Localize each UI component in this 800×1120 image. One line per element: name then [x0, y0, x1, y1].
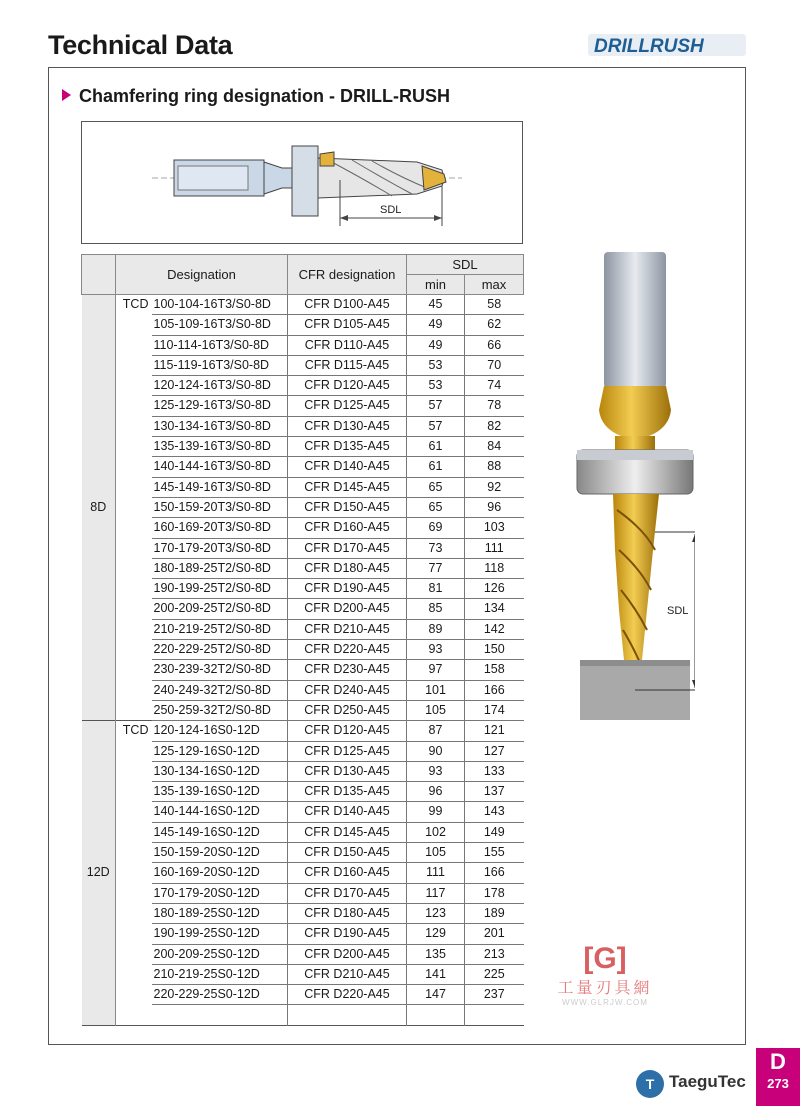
table-row [82, 924, 524, 944]
sdl-max-cell: 201 [465, 924, 524, 944]
header-min: min [407, 275, 465, 295]
sdl-min-cell: 123 [407, 903, 465, 923]
designation-cell: 200-209-25T2/S0-8D [152, 599, 288, 619]
cfr-cell: CFR D240-A45 [288, 680, 407, 700]
tcd-prefix: TCD [116, 295, 152, 315]
designation-cell: 160-169-20T3/S0-8D [152, 518, 288, 538]
sdl-max-cell: 121 [465, 721, 524, 741]
designation-cell: 140-144-16T3/S0-8D [152, 457, 288, 477]
tcd-prefix [116, 700, 152, 720]
table-row [82, 416, 524, 436]
sdl-max-cell: 126 [465, 579, 524, 599]
watermark-text: 工量刃具網 [557, 980, 653, 997]
cfr-cell: CFR D100-A45 [288, 295, 407, 315]
table-row [82, 680, 524, 700]
sdl-min-cell: 77 [407, 558, 465, 578]
cfr-cell: CFR D140-A45 [288, 457, 407, 477]
tcd-prefix [116, 477, 152, 497]
table-row [82, 964, 524, 984]
table-body [82, 295, 524, 1026]
sdl-max-cell: 189 [465, 903, 524, 923]
header-sdl: SDL [407, 255, 524, 275]
header-cfr: CFR designation [288, 255, 407, 295]
cfr-cell: CFR D120-A45 [288, 376, 407, 396]
drill-rush-logo [582, 30, 752, 62]
designation-cell: 125-129-16T3/S0-8D [152, 396, 288, 416]
sdl-min-cell: 102 [407, 822, 465, 842]
table-row [82, 558, 524, 578]
section-letter: D [770, 1049, 786, 1074]
sdl-max-cell: 118 [465, 558, 524, 578]
group-label: 8D [82, 295, 116, 721]
sdl-max-cell: 84 [465, 437, 524, 457]
sdl-max-cell: 88 [465, 457, 524, 477]
header-max: max [465, 275, 524, 295]
sdl-min-cell: 57 [407, 416, 465, 436]
designation-cell: 105-109-16T3/S0-8D [152, 315, 288, 335]
sdl-min-cell: 69 [407, 518, 465, 538]
sdl-min-cell: 141 [407, 964, 465, 984]
designation-cell: 210-219-25S0-12D [152, 964, 288, 984]
sdl-max-cell: 174 [465, 700, 524, 720]
sdl-min-cell: 61 [407, 437, 465, 457]
designation-cell: 110-114-16T3/S0-8D [152, 335, 288, 355]
designation-cell: 190-199-25S0-12D [152, 924, 288, 944]
sdl-max-cell: 142 [465, 619, 524, 639]
table-row-blank [82, 1005, 524, 1025]
drill-photo [575, 250, 695, 720]
designation-cell: 140-144-16S0-12D [152, 802, 288, 822]
sdl-min-cell: 90 [407, 741, 465, 761]
cfr-cell: CFR D170-A45 [288, 538, 407, 558]
sdl-max-cell: 225 [465, 964, 524, 984]
table-row [82, 843, 524, 863]
designation-cell: 190-199-25T2/S0-8D [152, 579, 288, 599]
sdl-max-cell: 213 [465, 944, 524, 964]
tcd-prefix: TCD [116, 721, 152, 741]
table-row [82, 619, 524, 639]
cfr-cell: CFR D190-A45 [288, 579, 407, 599]
sdl-min-cell: 61 [407, 457, 465, 477]
cfr-cell: CFR D115-A45 [288, 355, 407, 375]
sdl-min-cell: 87 [407, 721, 465, 741]
designation-cell: 145-149-16S0-12D [152, 822, 288, 842]
designation-cell: 150-159-20S0-12D [152, 843, 288, 863]
table-row [82, 802, 524, 822]
designation-cell: 125-129-16S0-12D [152, 741, 288, 761]
sdl-min-cell: 129 [407, 924, 465, 944]
sdl-min-cell: 73 [407, 538, 465, 558]
table-row [82, 985, 524, 1005]
sdl-max-cell: 137 [465, 782, 524, 802]
cfr-cell: CFR D130-A45 [288, 761, 407, 781]
sdl-min-cell: 53 [407, 376, 465, 396]
tcd-prefix [116, 376, 152, 396]
table-row [82, 579, 524, 599]
table-row [82, 944, 524, 964]
cfr-cell: CFR D230-A45 [288, 660, 407, 680]
watermark [540, 943, 670, 1013]
sdl-max-cell: 237 [465, 985, 524, 1005]
sdl-min-cell: 105 [407, 843, 465, 863]
page-title: Technical Data [48, 30, 233, 60]
cfr-cell: CFR D210-A45 [288, 964, 407, 984]
designation-cell: 250-259-32T2/S0-8D [152, 700, 288, 720]
cfr-cell: CFR D160-A45 [288, 518, 407, 538]
table-row [82, 437, 524, 457]
company-name: TaeguTec [669, 1072, 746, 1091]
table-row [82, 518, 524, 538]
cfr-cell: CFR D160-A45 [288, 863, 407, 883]
sdl-min-cell: 135 [407, 944, 465, 964]
cfr-cell: CFR D120-A45 [288, 721, 407, 741]
cfr-cell: CFR D220-A45 [288, 640, 407, 660]
page-tab [756, 1048, 800, 1106]
tcd-prefix [116, 985, 152, 1005]
designation-cell: 210-219-25T2/S0-8D [152, 619, 288, 639]
designation-cell: 130-134-16S0-12D [152, 761, 288, 781]
tcd-prefix [116, 579, 152, 599]
tcd-prefix [116, 335, 152, 355]
tcd-prefix [116, 315, 152, 335]
tcd-prefix [116, 660, 152, 680]
cfr-cell: CFR D130-A45 [288, 416, 407, 436]
cfr-cell: CFR D125-A45 [288, 741, 407, 761]
table-row [82, 335, 524, 355]
cfr-cell: CFR D110-A45 [288, 335, 407, 355]
tcd-prefix [116, 802, 152, 822]
tcd-prefix [116, 782, 152, 802]
table-row [82, 721, 524, 741]
table-row [82, 355, 524, 375]
sdl-max-cell: 78 [465, 396, 524, 416]
watermark-url: WWW.GLRJW.COM [562, 998, 648, 1007]
tcd-prefix [116, 680, 152, 700]
sdl-min-cell: 96 [407, 782, 465, 802]
designation-cell: 160-169-20S0-12D [152, 863, 288, 883]
sdl-min-cell: 53 [407, 355, 465, 375]
tcd-prefix [116, 518, 152, 538]
tcd-prefix [116, 924, 152, 944]
sdl-min-cell: 49 [407, 315, 465, 335]
tcd-prefix [116, 355, 152, 375]
sdl-max-cell: 150 [465, 640, 524, 660]
sdl-max-cell: 166 [465, 863, 524, 883]
cfr-cell: CFR D135-A45 [288, 437, 407, 457]
tcd-prefix [116, 619, 152, 639]
section-title [62, 86, 450, 107]
group-label: 12D [82, 721, 116, 1025]
table-row [82, 883, 524, 903]
table-row [82, 538, 524, 558]
designation-cell: 200-209-25S0-12D [152, 944, 288, 964]
table-row [82, 741, 524, 761]
cfr-cell: CFR D180-A45 [288, 558, 407, 578]
section-title-text: Chamfering ring designation - DRILL-RUSH [79, 86, 450, 106]
sdl-min-cell: 45 [407, 295, 465, 315]
designation-cell: 230-239-32T2/S0-8D [152, 660, 288, 680]
drill-diagram [81, 121, 523, 244]
table-row [82, 822, 524, 842]
cfr-cell: CFR D200-A45 [288, 944, 407, 964]
tcd-prefix [116, 843, 152, 863]
designation-cell: 170-179-20S0-12D [152, 883, 288, 903]
cfr-cell: CFR D150-A45 [288, 843, 407, 863]
cfr-cell: CFR D250-A45 [288, 700, 407, 720]
table-row [82, 396, 524, 416]
sdl-min-cell: 85 [407, 599, 465, 619]
sdl-min-cell: 89 [407, 619, 465, 639]
cfr-cell: CFR D200-A45 [288, 599, 407, 619]
cfr-cell: CFR D145-A45 [288, 477, 407, 497]
table-row [82, 457, 524, 477]
sdl-max-cell: 149 [465, 822, 524, 842]
designation-cell: 120-124-16T3/S0-8D [152, 376, 288, 396]
drill-diagram-svg [82, 122, 522, 243]
designation-cell: 180-189-25T2/S0-8D [152, 558, 288, 578]
sdl-max-cell: 66 [465, 335, 524, 355]
sdl-max-cell: 62 [465, 315, 524, 335]
sdl-min-cell: 97 [407, 660, 465, 680]
sdl-max-cell: 82 [465, 416, 524, 436]
table-row [82, 599, 524, 619]
table-row [82, 477, 524, 497]
sdl-min-cell: 93 [407, 761, 465, 781]
svg-text:DRILLRUSH: DRILLRUSH [594, 36, 704, 57]
cfr-cell: CFR D150-A45 [288, 497, 407, 517]
cfr-table [81, 254, 523, 1026]
sdl-max-cell: 134 [465, 599, 524, 619]
designation-cell: 120-124-16S0-12D [152, 721, 288, 741]
table-row [82, 295, 524, 315]
tcd-prefix [116, 741, 152, 761]
tcd-prefix [116, 822, 152, 842]
designation-cell: 130-134-16T3/S0-8D [152, 416, 288, 436]
tcd-prefix [116, 761, 152, 781]
tcd-prefix [116, 599, 152, 619]
designation-cell: 220-229-25T2/S0-8D [152, 640, 288, 660]
cfr-cell: CFR D105-A45 [288, 315, 407, 335]
sdl-max-cell: 74 [465, 376, 524, 396]
sdl-max-cell: 96 [465, 497, 524, 517]
tcd-prefix [116, 538, 152, 558]
table-row [82, 903, 524, 923]
table-row [82, 640, 524, 660]
sdl-max-cell: 178 [465, 883, 524, 903]
sdl-max-cell: 70 [465, 355, 524, 375]
taegutec-logo [636, 1068, 746, 1102]
tcd-prefix [116, 437, 152, 457]
taegutec-emblem-icon: T [636, 1070, 664, 1098]
header-blank [82, 255, 116, 295]
sdl-max-cell: 166 [465, 680, 524, 700]
tcd-prefix [116, 497, 152, 517]
cfr-cell: CFR D170-A45 [288, 883, 407, 903]
cfr-cell: CFR D145-A45 [288, 822, 407, 842]
table-row [82, 863, 524, 883]
designation-cell: 100-104-16T3/S0-8D [152, 295, 288, 315]
cfr-cell: CFR D210-A45 [288, 619, 407, 639]
sdl-min-cell: 99 [407, 802, 465, 822]
designation-cell: 220-229-25S0-12D [152, 985, 288, 1005]
sdl-min-cell: 57 [407, 396, 465, 416]
sdl-min-cell: 49 [407, 335, 465, 355]
sdl-min-cell: 117 [407, 883, 465, 903]
cfr-cell: CFR D180-A45 [288, 903, 407, 923]
sdl-max-cell: 111 [465, 538, 524, 558]
cfr-cell: CFR D135-A45 [288, 782, 407, 802]
designation-cell: 240-249-32T2/S0-8D [152, 680, 288, 700]
sdl-max-cell: 103 [465, 518, 524, 538]
cfr-cell: CFR D220-A45 [288, 985, 407, 1005]
cfr-cell: CFR D125-A45 [288, 396, 407, 416]
sdl-max-cell: 58 [465, 295, 524, 315]
sdl-min-cell: 81 [407, 579, 465, 599]
sdl-max-cell: 155 [465, 843, 524, 863]
watermark-mark: [G] [583, 942, 627, 975]
tcd-prefix [116, 640, 152, 660]
table-row [82, 782, 524, 802]
sdl-min-cell: 105 [407, 700, 465, 720]
tcd-prefix [116, 883, 152, 903]
header-designation: Designation [116, 255, 288, 295]
tcd-prefix [116, 964, 152, 984]
tcd-prefix [116, 863, 152, 883]
sdl-max-cell: 133 [465, 761, 524, 781]
table-row [82, 497, 524, 517]
sdl-min-cell: 147 [407, 985, 465, 1005]
sdl-min-cell: 111 [407, 863, 465, 883]
cfr-cell: CFR D140-A45 [288, 802, 407, 822]
designation-cell: 135-139-16T3/S0-8D [152, 437, 288, 457]
tcd-prefix [116, 558, 152, 578]
tcd-prefix [116, 944, 152, 964]
table-row [82, 376, 524, 396]
diagram-sdl-label: SDL [380, 204, 402, 216]
cfr-cell: CFR D190-A45 [288, 924, 407, 944]
designation-cell: 135-139-16S0-12D [152, 782, 288, 802]
table-row [82, 315, 524, 335]
tcd-prefix [116, 416, 152, 436]
table-row [82, 700, 524, 720]
tcd-prefix [116, 396, 152, 416]
sdl-max-cell: 143 [465, 802, 524, 822]
tcd-prefix [116, 457, 152, 477]
photo-sdl-label: SDL [667, 605, 689, 617]
designation-cell: 115-119-16T3/S0-8D [152, 355, 288, 375]
sdl-max-cell: 127 [465, 741, 524, 761]
designation-cell: 180-189-25S0-12D [152, 903, 288, 923]
sdl-min-cell: 65 [407, 497, 465, 517]
page-number: 273 [767, 1076, 789, 1091]
table-row [82, 660, 524, 680]
sdl-max-cell: 158 [465, 660, 524, 680]
sdl-max-cell: 92 [465, 477, 524, 497]
sdl-min-cell: 65 [407, 477, 465, 497]
triangle-bullet-icon [62, 89, 71, 101]
designation-cell: 150-159-20T3/S0-8D [152, 497, 288, 517]
designation-cell: 145-149-16T3/S0-8D [152, 477, 288, 497]
table-row [82, 761, 524, 781]
tcd-prefix [116, 903, 152, 923]
sdl-min-cell: 101 [407, 680, 465, 700]
designation-cell: 170-179-20T3/S0-8D [152, 538, 288, 558]
sdl-min-cell: 93 [407, 640, 465, 660]
